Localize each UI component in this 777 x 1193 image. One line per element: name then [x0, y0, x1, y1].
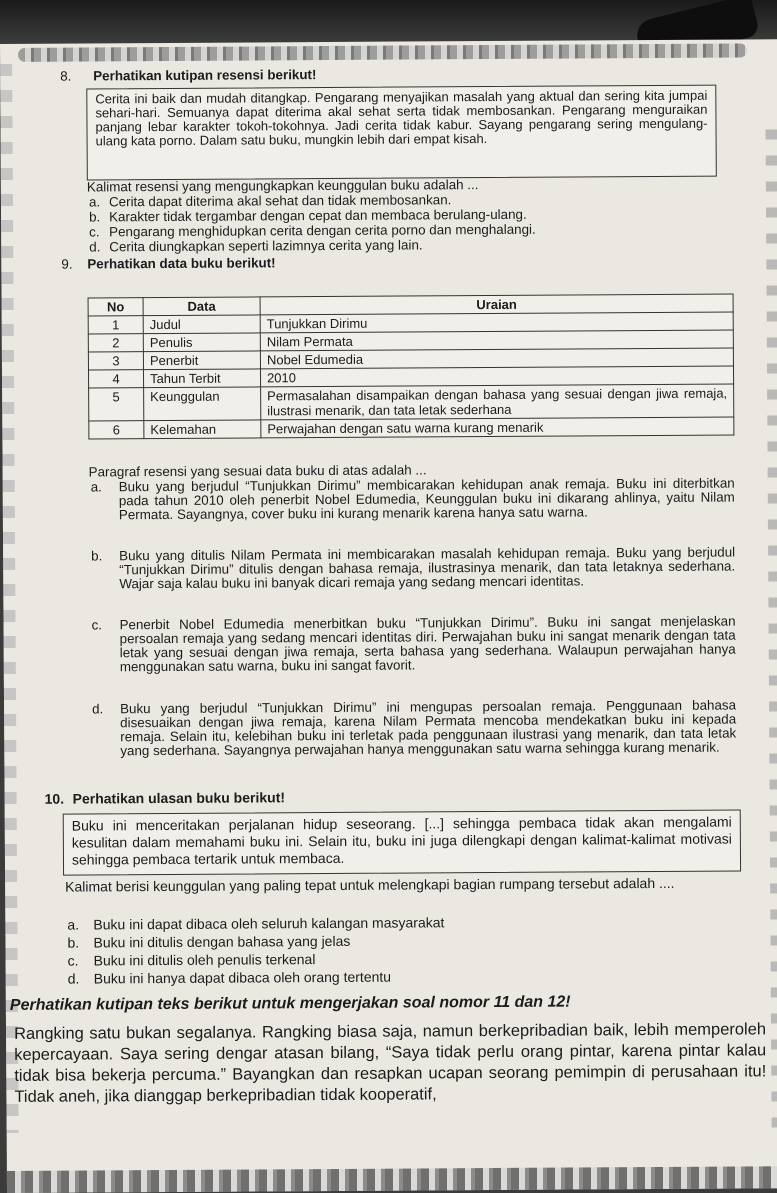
q9-number: 9.: [61, 256, 73, 272]
table-header-no: No: [88, 298, 143, 316]
table-header-uraian: Uraian: [260, 294, 733, 315]
table-cell: Judul: [143, 315, 260, 334]
passage-11-12: Rangking satu bukan segalanya. Rangking biasa saja, namun berkepribadian baik, lebih memperoleh kepercayaan. Saya sering dengar atasan bilang, “Saya tidak perlu orang pintar, karena pintar kalau tidak bisa bekerja percuma.” Bayangkan dan resapkan ucapan seorang pemimpin di perusahaan itu! Tidak aneh, jika dianggap berkepribadian tidak kooperatif,: [13, 1020, 767, 1106]
q10-option-c-key[interactable]: c.: [67, 952, 79, 969]
q9-option-a-key[interactable]: a.: [90, 479, 102, 495]
q9-option-a[interactable]: Buku yang berjudul “Tunjukkan Dirimu” membicarakan kehidupan anak remaja. Buku ini diterbitkan pada tahun 2010 oleh penerbit Nobel Edumedia, Keunggulan buku ini dikarang ahlinya, yaitu Nilam Permata. Sayangnya, cover buku ini kurang menarik karena hanya satu warna.: [118, 475, 735, 523]
q8-option-c[interactable]: Pengarang menghidupkan cerita dengan cerita porno dan menghalangi.: [109, 221, 536, 240]
binding-right: [766, 129, 777, 1128]
table-cell: 5: [89, 388, 144, 421]
table-cell: Tunjukkan Dirimu: [260, 312, 733, 333]
worksheet-page: [0, 39, 777, 1193]
table-cell: Penerbit: [143, 351, 260, 370]
table-cell: 2010: [260, 366, 733, 387]
q10-number: 10.: [44, 790, 65, 807]
q10-option-a[interactable]: Buku ini dapat dibaca oleh seluruh kalangan masyarakat: [93, 914, 445, 933]
q10-option-b-key[interactable]: b.: [67, 934, 80, 951]
table-row: [89, 384, 734, 421]
q9-option-b-key[interactable]: b.: [91, 548, 103, 564]
q9-option-c-key[interactable]: c.: [91, 617, 103, 633]
q10-option-d[interactable]: Buku ini hanya dapat dibaca oleh orang tertentu: [93, 968, 392, 987]
binding-bottom: [7, 1166, 777, 1193]
instruction-11-12: Perhatikan kutipan teks berikut untuk mengerjakan soal nomor 11 dan 12!: [9, 993, 571, 1014]
q9-option-c[interactable]: Penerbit Nobel Edumedia menerbitkan buku “Tunjukkan Dirimu”. Buku ini sangat menjelaskan persoalan remaja yang sedang mencari identitas diri. Perwajahan buku ini sangat menarik dengan tata letak yang sesuai dengan jiwa remaja, serta bahasa yang sederhana. Walaupun perwajahan hanya menggunakan satu warna, buku ini sangat favorit.: [119, 613, 736, 675]
q10-question: Kalimat berisi keunggulan yang paling tepat untuk melengkapi bagian rumpang tersebut adalah ....: [65, 874, 675, 895]
table-cell: 6: [89, 421, 144, 439]
binding-left: [0, 64, 19, 1133]
q8-option-a-key[interactable]: a.: [88, 194, 101, 210]
table-cell: Permasalahan disampaikan dengan bahasa yang sesuai dengan jiwa remaja, ilustrasi menarik, dan tata letak sederhana: [261, 384, 734, 420]
q9-question: Paragraf resensi yang sesuai data buku di atas adalah ...: [88, 462, 427, 480]
q8-question: Kalimat resensi yang mengungkapkan keunggulan buku adalah ...: [86, 177, 479, 195]
q8-excerpt: Cerita ini baik dan mudah ditangkap. Pengarang menyajikan masalah yang aktual dan sering kita jumpai sehari-hari. Semuanya dapat diterima akal sehat serta tidak membosankan. Pengarang menguraikan panjang lebar karakter tokoh-tokohnya. Jadi cerita tidak kabur. Sayang pengarang sering mengulang-ulang kata porno. Dalam satu buku, mungkin lebih dari empat kisah.: [86, 85, 717, 181]
q10-option-d-key[interactable]: d.: [67, 970, 80, 987]
table-cell: 4: [88, 370, 143, 388]
q8-option-a[interactable]: Cerita dapat diterima akal sehat dan tidak membosankan.: [108, 192, 452, 210]
q8-option-b[interactable]: Karakter tidak tergambar dengan cepat dan membaca berulang-ulang.: [109, 206, 527, 225]
table-cell: Kelemahan: [144, 420, 261, 439]
table-header-data: Data: [143, 297, 260, 316]
q8-title: Perhatikan kutipan resensi berikut!: [93, 67, 317, 84]
q8-number: 8.: [60, 68, 72, 84]
table-cell: Tahun Terbit: [143, 369, 260, 388]
q8-option-d[interactable]: Cerita diungkapkan seperti lazimnya cerita yang lain.: [109, 237, 423, 255]
table-cell: Nobel Edumedia: [260, 348, 733, 369]
q10-option-a-key[interactable]: a.: [67, 916, 80, 933]
q8-option-b-key[interactable]: b.: [89, 209, 101, 225]
table-cell: 1: [88, 316, 143, 334]
q8-option-c-key[interactable]: c.: [89, 224, 100, 240]
table-cell: 3: [88, 352, 143, 370]
q9-option-b[interactable]: Buku yang ditulis Nilam Permata ini membicarakan masalah kehidupan remaja. Buku yang berjudul “Tunjukkan Dirimu” ditulis dengan bahasa remaja, ilustrasinya menarik, dan tata letaknya sederhana. Wajar saja kalau buku ini banyak dicari remaja yang sedang mencari identitas.: [119, 544, 736, 592]
q10-option-c[interactable]: Buku ini ditulis oleh penulis terkenal: [93, 951, 316, 969]
q8-option-d-key[interactable]: d.: [89, 239, 101, 255]
q9-option-d-key[interactable]: d.: [92, 701, 104, 717]
table-cell: Nilam Permata: [260, 330, 733, 351]
table-cell: Penulis: [143, 333, 260, 352]
table-cell: Perwajahan dengan satu warna kurang menarik: [261, 417, 734, 438]
q9-title: Perhatikan data buku berikut!: [87, 255, 276, 272]
table-cell: 2: [88, 334, 143, 352]
q10-excerpt: Buku ini menceritakan perjalanan hidup seseorang. [...] sehingga pembaca tidak akan mengalami kesulitan dalam memahami buku ini. Selain itu, buku ini juga dilengkapi dengan kalimat-kalimat motivasi sehingga pembaca tertarik untuk membaca.: [63, 809, 741, 875]
q10-option-b[interactable]: Buku ini ditulis dengan bahasa yang jelas: [93, 932, 351, 951]
q10-title: Perhatikan ulasan buku berikut!: [72, 789, 286, 807]
binding-top: [18, 43, 747, 61]
book-data-table: [88, 294, 735, 440]
table-row: [89, 417, 734, 439]
q9-option-d[interactable]: Buku yang berjudul “Tunjukkan Dirimu” ini mengupas persoalan remaja. Penggunaan bahasa disesuaikan dengan jiwa remaja, karena Nilam Permata mencoba mendekatkan buku ini kepada remaja. Selain itu, kelebihan buku ini terletak pada penggunaan ilustrasi yang menarik, dan tata letak yang sederhana. Sayangnya perwajahan hanya menggunakan satu warna sehingga kurang menarik.: [120, 697, 737, 759]
table-cell: Keunggulan: [144, 387, 261, 421]
